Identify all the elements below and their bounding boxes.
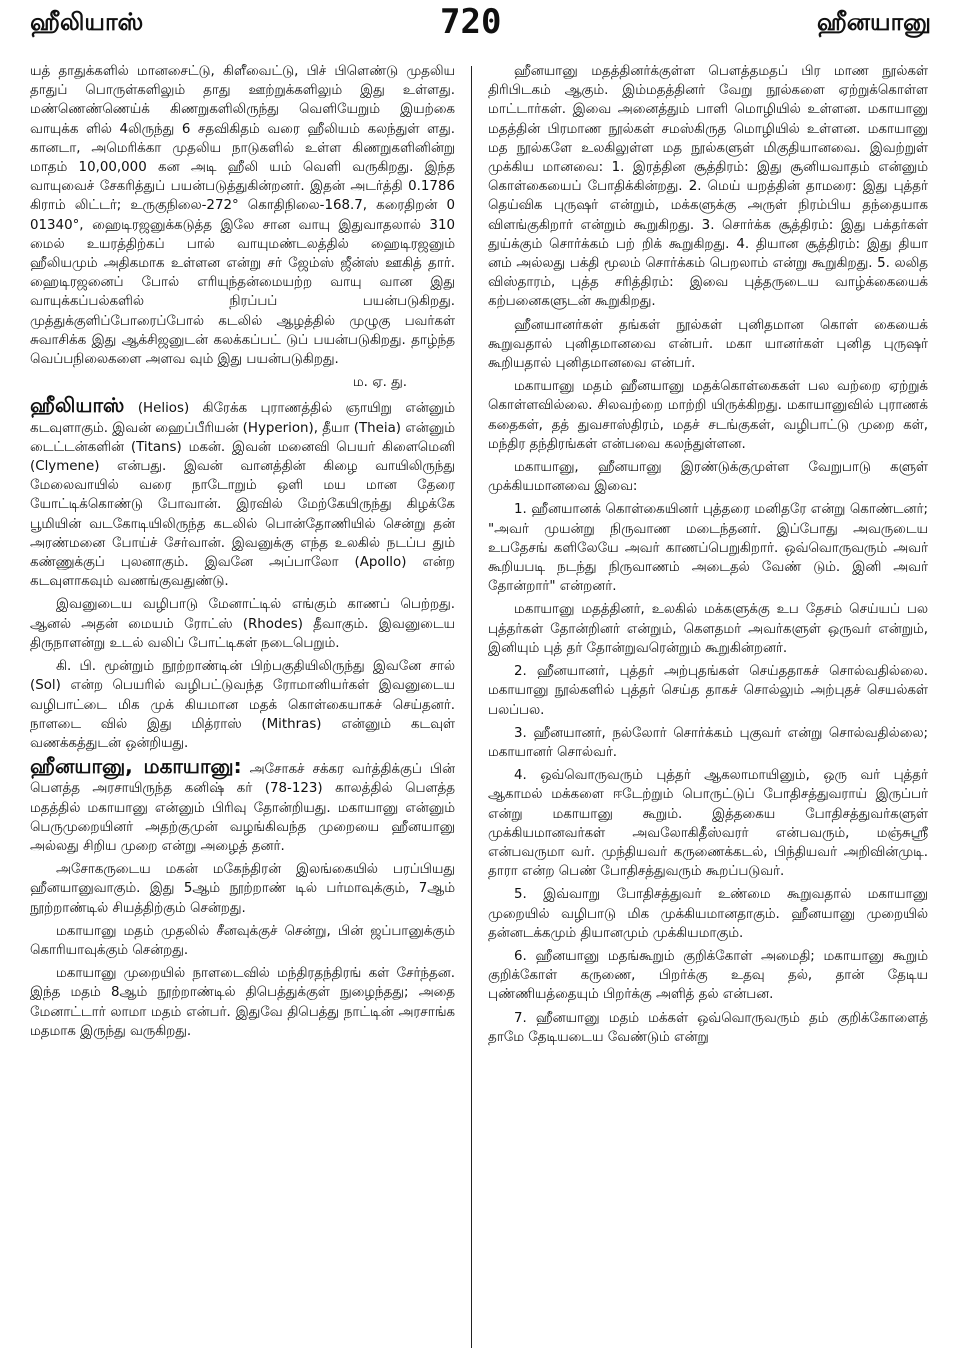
author-signature: ம. ஏ. து. [352, 375, 407, 391]
hinayana-entry [30, 754, 455, 856]
page-header [0, 0, 961, 62]
difference-item-2: 2. ஹீனயானர், புத்தர் அற்புதங்கள் செய்ததாகச் சொல்வதில்லை. மகாயானு நூல்களில் புத்தர் செய்த தாகச் சொல்லும் அற்புதச் செயல்கள் பலப்பல. [488, 664, 928, 718]
sacredness-paragraph: ஹீனயானர்கள் தங்கள் நூல்கள் புனிதமான கொள் கையைக் கூறுவதால் புனிதமானவை என்பர். மகா யானர்கள் புனித புருஷர் கூறியதால் புனிதமானவை என்பர். [488, 317, 928, 372]
difference-item-4: 4. ஒவ்வொருவரும் புத்தர் ஆகலாமாயினும், ஒரு வர் புத்தர் ஆகாமல் மக்களை ஈடேற்றும் பொருட்டுப் போதிசத்துவராய் இருப்பர் என்று மகாயானு கூறும். இத்தகைய போதிசத்துவர்களுள் முக்கியமானவர்கள் அவலோகிதீஸ்வரர் என்பவரும், மஞ்சுஸ்ரீ என்பவருமா வர். முந்தியவர் கருணைக்கடல், பிந்தியவர் அறிவின்முடி. தாரா என்ற பெண் போதிசத்துவரும் கூறப்படுவர். [488, 768, 928, 880]
mahayana-paragraph-2: மகாயானு முறையில் நாளடைவில் மந்திரதந்திரங் கள் சேர்ந்தன. இந்த மதம் 8ஆம் நூற்றாண்டில் திபெத்துக்குள் நுழைந்தது; அதை மேனாட்டார் லாமா மதம் என்பர். இதுவே திபெத்து நாட்டின் அரசாங்க மதமாக இருந்து வருகிறது. [30, 966, 455, 1039]
left-column [30, 62, 455, 1352]
helios-paragraph-3: கி. பி. மூன்றும் நூற்றாண்டின் பிற்பகுதியிலிருந்து இவனே சால் (Sol) என்ற பெயரில் வழிபட்டுவந்த ரோமானியர்கள் இவனுடைய வழிபாட்டை மிக முக் கியமான மதக் கொள்கையாகச் செய்தனர். நாளடை வில் இது மித்ராஸ் (Mithras) என்னும் கடவுள் வணக்கத்துடன் ஒன்றியது. [30, 659, 455, 751]
helios-paragraph-2: இவனுடைய வழிபாடு மேனாட்டில் எங்கும் காணப் பெற்றது. ஆனல் அதன் மையம் ரோட்ஸ் (Rhodes) தீவாகும். இவனுடைய திருநாளன்று உடல் வலிப் போட்டிகள் நடைபெறும். [30, 597, 455, 651]
helios-text: (Helios) கிரேக்க புராணத்தில் ஞாயிறு என்னும் கடவுளாகும். இவன் ஹைப்பீரியன் (Hyperion), தீயா (Theia) என்னும் டைட்டன்களின் (Titans) மகன். இவன் மனைவி பெயர் கிளைமெனி (Clymene) என்பது. இவன் வானத்தின் கிழை வாயிலிருந்து மேலைவாயில் வரை நாடோறும் ஒளி மய மான தேரை யோட்டிக்கொண்டு போவான். இரவில் மேற்கேயிருந்து கிழக்கே பூமியின் வடகோடியிலிருந்த கடலில் பொன்தோணியில் சென்று தன் அரண்மனை போய்ச் சேர்வான். இவனுக்கு எந்த உலகில் நடப்ப தும் கண்ணுக்குப் புலனாகும். இவனே அப்பாலோ (Apollo) என்ற கடவுளாகவும் வணங்குவதுண்டு. [30, 401, 455, 590]
asoka-paragraph: அசோகருடைய மகன் மகேந்திரன் இலங்கையில் பரப்பியது ஹீனயானுவாகும். இது 5ஆம் நூற்றாண் டில் பர்மாவுக்கும், 7ஆம் நூற்றாண்டில் சியத்திற்கும் சென்றது. [30, 862, 455, 916]
hinayana-text: அசோகச் சக்கர வர்த்திக்குப் பின் பௌத்த அரசாயிருந்த கனிஷ் கர் (78-123) காலத்தில் பௌத்த மதத்தில் மகாயானு என்னும் பிரிவு தோன்றியது. மகாயானு என்னும் பெருமுறையினர் அதற்குமுன் வழங்கிவந்த முறையை ஹீனயானு அல்லது சிறிய முறை என்று அழைத் தனர். [30, 762, 455, 854]
difference-item-7: 7. ஹீனயானு மதம் மக்கள் ஒவ்வொருவரும் தம் குறிக்கோளைத் தாமே தேடியடைய வேண்டும் என்று [488, 1010, 928, 1045]
scriptures-paragraph: ஹீனயானு மதத்தினர்க்குள்ள பௌத்தமதப் பிர மாண நூல்கள் திரிபிடகம் ஆகும். இம்மதத்தினர் வேறு நூல்களை ஏற்றுக்கொள்ள மாட்டார்கள். இவை அனைத்தும் பாளி மொழியில் உள்ளன. மகாயானு மதத்தின் பிரமாண நூல்கள் சமஸ்கிருத மொழியில் உள்ளன. மகாயானு மத நூல்களே உலகிலுள்ள மத நூல்களுள் மிகுதியானவை. இவற்றுள் முக்கிய மானவை: 1. இரத்தின சூத்திரம்: இது சூனியவாதம் என்னும் கொள்கையைப் போதிக்கின்றது. 2. மெய் யறத்தின் தாமரை: இது புத்தர் தெய்விக புருஷர் என்றும், மக்களுக்கு அருள் நிரம்பிய தந்தையாக விளங்குகிறார் என்றும் கூறுகிறது. 3. சொர்க்க சூத்திரம்: இது பக்தர்கள் துய்க்கும் சொர்க்கம் பற் றிக் கூறுகிறது. 4. தியான சூத்திரம்: இது தியா னம் அல்லது பக்தி மூலம் சொர்க்கம் பெறலாம் என்று கூறுகிறது. 5. லலித விஸ்தாரம், புத்த சரித்திரம்: இவை புத்தருடைய வாழ்க்கையைக் கற்பனைகளுடன் கூறுகிறது. [488, 64, 928, 310]
mahayana-paragraph-1: மகாயானு மதம் முதலில் சீனவுக்குச் சென்று, பின் ஜப்பானுக்கும் கொரியாவுக்கும் சென்றது. [30, 923, 455, 958]
helios-entry [30, 393, 455, 591]
running-head-left: ஹீலியாஸ் [30, 8, 144, 36]
difference-item-5: 5. இவ்வாறு போதிசத்துவர் உண்மை கூறுவதால் மகாயானு முறையில் வழிபாடு மிக முக்கியமானதாகும். ஹீனயானு முறையில் தன்னடக்கமும் தியானமும் முக்கியமாகும். [488, 887, 928, 941]
running-head-right: ஹீனயானு [816, 8, 931, 36]
entry-heading-helios: ஹீலியாஸ் [30, 393, 125, 418]
difference-item-1: 1. ஹீனயானக் கொள்கையினர் புத்தரை மனிதரே என்று கொண்டனர்; "அவர் முயன்று நிருவாண மடைந்தனர். இப்போது அவருடைய உபதேசங் களிலேயே அவர் காணப்பெறுகிறார். ஒவ்வொருவரும் அவர் கூறியபடி நடந்து நிருவாணம் அடைதல் வேண் டும். இனி அவர் தோன்றார்" என்றனர். [488, 502, 928, 595]
column-divider [471, 66, 472, 1348]
helium-continuation: யத் தாதுக்களில் மானசைட்டு, கிளீவைட்டு, பிச் பிளெண்டு முதலிய தாதுப் பொருள்களிலும் தாது ஊற்றுக்களிலும் இது உள்ளது. மண்ணெண்ணெய்க் கிணறுகளிலிருந்து வெளியேறும் இயற்கை வாயுக்க ளில் 4லிருந்து 6 சதவிகிதம் வரை ஹீலியம் கலந்துள் ளது. கானடா, அமெரிக்கா முதலிய நாடுகளில் உள்ள கிணறுகளினின்று மாதம் 10,00,000 கன அடி ஹீலி யம் வெளி வருகிறது. இந்த வாயுவைச் சேகரித்துப் பயன்படுத்துகின்றனர். இதன் அடர்த்தி 0.1786 கிராம் லிட்டர்; உருகுநிலை-272° கொதிநிலை-168.7, கரைதிறன் 0 01340°, ஹைடிரஜனுக்கடுத்த இலே சான வாயு இதுவாதலால் 310 மைல் உயரத்திற்கப் பால் வாயுமண்டலத்தில் ஹைடிரஜனும் ஹீலியமும் அதிகமாக உள்ளன என்று சர் ஜேம்ஸ் ஜீன்ஸ் ஊகித் தார். ஹைடிரஜனைப் போல் எரியுந்தன்மையற்ற வாயு வான இது வாயுக்கப்பல்களில் நிரப்பப் பயன்படுகிறது. முத்துக்குளிப்போரைப்போல் கடலில் ஆழத்தில் முழுகு பவர்கள் சுவாசிக்க இது ஆக்சிஜனுடன் கலக்கப்பட் டுப் பயன்படுகிறது. தாழ்ந்த வெப்பநிலைகளை அளவ வும் இது பயன்படுகிறது. [30, 64, 455, 368]
page-number: 720 [440, 2, 502, 42]
difference-item-6: 6. ஹீனயானு மதங்கூறும் குறிக்கோள் அமைதி; மகாயானு கூறும் குறிக்கோள் கருணை, பிறர்க்கு உதவு தல், தான் தேடிய புண்ணியத்தையும் பிறர்க்கு அளித் தல் என்பன. [488, 948, 928, 1003]
entry-heading-hinayana: ஹீனயானு, மகாயானு: [30, 754, 242, 779]
difference-item-1b: மகாயானு மதத்தினர், உலகில் மக்களுக்கு உப தேசம் செய்யப் பல புத்தர்கள் தோன்றினர் என்றும், கௌதமர் அவர்களுள் ஒருவர் என்றும், இனியும் புத் தர் தோன்றுவரென்றும் கூறுகின்றனர். [488, 602, 928, 656]
difference-item-3: 3. ஹீனயானர், நல்லோர் சொர்க்கம் புகுவர் என்று சொல்வதில்லை; மகாயானர் சொல்வர். [488, 725, 928, 760]
differences-intro: மகாயானு, ஹீனயானு இரண்டுக்குமுள்ள வேறுபாடு களுள் முக்கியமானவை இவை: [488, 460, 928, 495]
right-column [488, 62, 928, 1352]
differences-paragraph: மகாயானு மதம் ஹீனயானு மதக்கொள்கைகள் பல வற்றை ஏற்றுக் கொள்ளவில்லை. சிலவற்றை மாற்றி யிருக்கிறது. மகாயானுவில் புராணக் கதைகள், தத் துவசாஸ்திரம், மதச் சடங்குகள், வழிபாட்டு முறை கள், மந்திர தந்திரங்கள் என்பவை கலந்துள்ளன. [488, 379, 928, 452]
